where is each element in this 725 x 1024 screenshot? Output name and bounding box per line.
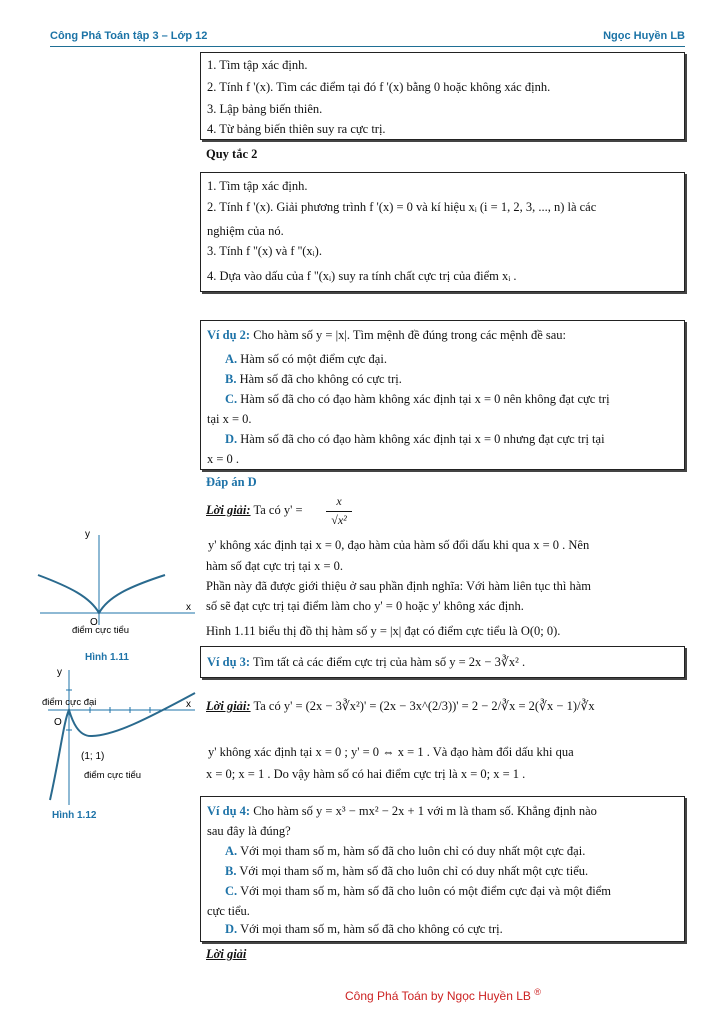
- solution4-label: Lời giải: [206, 947, 247, 961]
- solution3-equation: Ta có y' = (2x − 3∛x²)' = (2x − 3x^(2/3))' = 2 − 2/∛x = 2(∛x − 1)/∛x: [253, 699, 595, 713]
- figure-1-11: [30, 525, 200, 665]
- solution2-line5: Hình 1.11 biểu thị đồ thị hàm số y = |x| đạt có điểm cực tiểu là O(0; 0).: [206, 624, 561, 638]
- solution3-line2: x = 0; x = 1 . Do vậy hàm số có hai điểm cực trị là x = 0; x = 1 .: [206, 767, 526, 781]
- example4-box: [200, 796, 685, 942]
- option-d-label: D.: [225, 432, 238, 446]
- footer-text: Công Phá Toán by Ngọc Huyền LB: [345, 989, 531, 1003]
- rule2-box: [200, 172, 685, 292]
- fig2-y-label: y: [57, 667, 62, 678]
- answer-label: Đáp án D: [206, 475, 257, 489]
- option-a: Hàm số có một điểm cực đại.: [240, 352, 387, 366]
- example2-question: Cho hàm số y = |x|. Tìm mệnh đề đúng trong các mệnh đề sau:: [253, 328, 567, 342]
- ex4-option-c: Với mọi tham số m, hàm số đã cho luôn có một điểm cực đại và một điểm: [240, 884, 612, 898]
- option-d-cont: x = 0 .: [207, 452, 240, 466]
- rule1-step1: 1. Tìm tập xác định.: [207, 58, 308, 72]
- rule2-step2b: nghiệm của nó.: [207, 224, 284, 238]
- abs-curve: [38, 575, 165, 613]
- ex4-option-c-label: C.: [225, 884, 238, 898]
- fig2-origin: O: [54, 717, 62, 728]
- ex4-option-c-cont: cực tiểu.: [207, 904, 250, 918]
- rule1-step2: 2. Tính f '(x). Tìm các điểm tại đó f '(x) bằng 0 hoặc không xác định.: [207, 80, 551, 94]
- rule2-step3: 3. Tính f ''(x) và f ''(xᵢ).: [207, 244, 322, 258]
- rule2-step1: 1. Tìm tập xác định.: [207, 179, 308, 193]
- fraction-numerator: x: [336, 494, 342, 508]
- option-c-label: C.: [225, 392, 238, 406]
- option-b-label: B.: [225, 372, 237, 386]
- solution2-line2: hàm số đạt cực trị tại x = 0.: [206, 559, 344, 573]
- page-footer: [345, 987, 541, 1003]
- option-d: Hàm số đã cho có đạo hàm không xác định tại x = 0 nhưng đạt cực trị tại: [240, 432, 605, 446]
- rule1-step4: 4. Từ bảng biến thiên suy ra cực trị.: [207, 122, 386, 136]
- fraction-bar: [326, 511, 352, 512]
- ex4-option-a: Với mọi tham số m, hàm số đã cho luôn chỉ có duy nhất một cực đại.: [240, 844, 586, 858]
- option-a-label: A.: [225, 352, 238, 366]
- fig2-min-label: điểm cực tiểu: [84, 770, 142, 781]
- example4-question-cont: sau đây là đúng?: [207, 824, 291, 838]
- cube-root-curve: [50, 693, 195, 800]
- ex4-option-a-label: A.: [225, 844, 238, 858]
- fraction-denominator: √x²: [331, 513, 347, 527]
- fig1-min-label: điểm cực tiểu: [72, 625, 130, 636]
- example3-question: Tìm tất cả các điểm cực trị của hàm số y = 2x − 3∛x² .: [252, 655, 526, 669]
- fig1-caption: Hình 1.11: [85, 652, 129, 663]
- author-name: Ngọc Huyền LB: [603, 30, 685, 42]
- ex4-option-b-label: B.: [225, 864, 237, 878]
- fig2-x-label: x: [186, 699, 191, 710]
- option-c: Hàm số đã cho có đạo hàm không xác định tại x = 0 nên không đạt cực trị: [240, 392, 610, 406]
- book-title: Công Phá Toán tập 3 – Lớp 12: [50, 30, 208, 42]
- option-c-cont: tại x = 0.: [207, 412, 252, 426]
- rule1-step3: 3. Lập bảng biến thiên.: [207, 102, 323, 116]
- fig1-x-label: x: [186, 602, 191, 613]
- fig2-max-label: điểm cực đại: [42, 697, 97, 708]
- solution3-line1: y' không xác định tại x = 0 ; y' = 0 ⇔ x = 1 . Và đạo hàm đổi dấu khi qua: [208, 745, 574, 759]
- page-header: [50, 28, 685, 47]
- example2-label: Ví dụ 2:: [207, 328, 251, 342]
- example4-label: Ví dụ 4:: [207, 804, 251, 818]
- rule2-heading: Quy tắc 2: [206, 147, 258, 161]
- solution2-line3: Phần này đã được giới thiệu ở sau phần định nghĩa: Với hàm liên tục thì hàm: [206, 579, 592, 593]
- solution2-label: Lời giải:: [206, 503, 251, 517]
- option-b: Hàm số đã cho không có cực trị.: [239, 372, 402, 386]
- rule2-step4: 4. Dựa vào dấu của f ''(xᵢ) suy ra tính chất cực trị của điểm xᵢ .: [207, 269, 517, 283]
- fig2-point-label: (1; 1): [81, 751, 105, 762]
- fig1-origin: O: [90, 617, 98, 628]
- example3-label: Ví dụ 3:: [207, 655, 251, 669]
- example2-box: [200, 320, 685, 470]
- example3-box: [200, 646, 685, 678]
- solution2-intro: Ta có y' =: [253, 503, 303, 517]
- ex4-option-d-label: D.: [225, 922, 238, 936]
- ex4-option-b: Với mọi tham số m, hàm số đã cho luôn chỉ có duy nhất một cực tiểu.: [239, 864, 589, 878]
- solution2-line1: y' không xác định tại x = 0, đạo hàm của hàm số đổi dấu khi qua x = 0 . Nên: [208, 538, 590, 552]
- solution2-line4: số sẽ đạt cực trị tại điểm làm cho y' = 0 hoặc y' không xác định.: [206, 599, 524, 613]
- rule1-box: [200, 52, 685, 140]
- fig1-y-label: y: [85, 529, 90, 540]
- rule2-step2: 2. Tính f '(x). Giải phương trình f '(x) = 0 và kí hiệu xᵢ (i = 1, 2, 3, ..., n) là các: [207, 200, 597, 214]
- figure-1-12: [30, 665, 200, 825]
- fig2-caption: Hình 1.12: [52, 810, 97, 821]
- ex4-option-d: Với mọi tham số m, hàm số đã cho không có cực trị.: [240, 922, 503, 936]
- solution3-label: Lời giải:: [206, 699, 251, 713]
- example4-question: Cho hàm số y = x³ − mx² − 2x + 1 với m là tham số. Khẳng định nào: [253, 804, 597, 818]
- registered-mark: ®: [534, 987, 541, 997]
